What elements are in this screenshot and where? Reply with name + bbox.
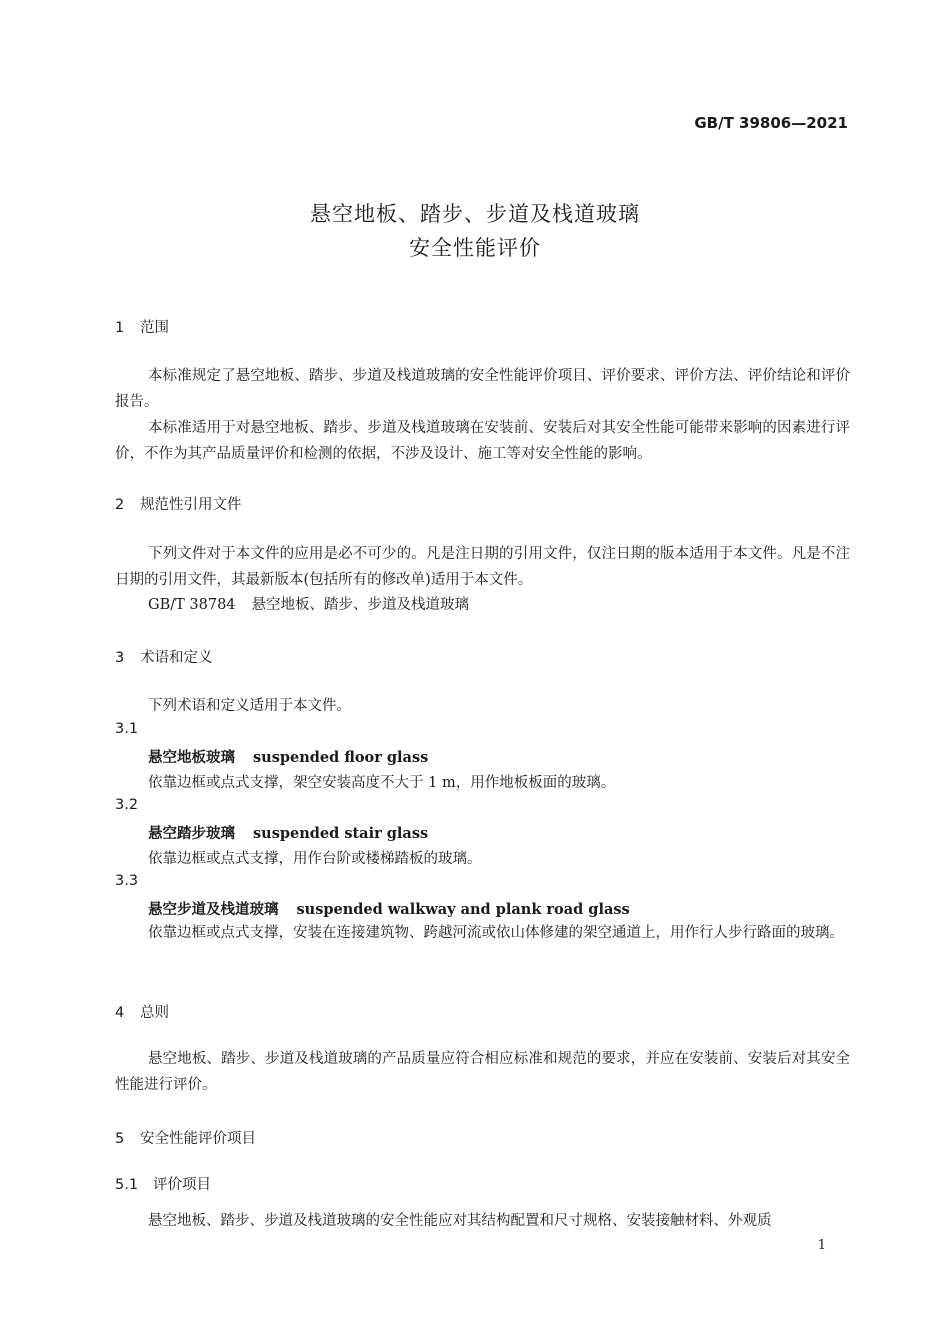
section-number: 5: [115, 1131, 125, 1147]
document-title-line2: 安全性能评价: [409, 236, 541, 260]
term-name: [148, 822, 428, 843]
subsection-5-1-heading: [115, 1173, 211, 1194]
term-name-en: suspended stair glass: [253, 825, 429, 842]
section-5-heading: [115, 1127, 256, 1148]
term-definition: 依靠边框或点式支撑，安装在连接建筑物、跨越河流或依山体修建的架空通道上，用作行人步行路面的玻璃。: [148, 925, 844, 941]
section-1-paragraph-2: 本标准适用于对悬空地板、踏步、步道及栈道玻璃在安装前、安装后对其安全性能可能带来影响的因素进行评价，不作为其产品质量评价和检测的依据，不涉及设计、施工等对安全性能的影响。: [115, 420, 850, 462]
document-title-line1: 悬空地板、踏步、步道及栈道玻璃: [310, 202, 640, 226]
term-number: 3.1: [115, 721, 139, 737]
term-name-zh: 悬空地板玻璃: [148, 750, 235, 766]
section-1-paragraph-1: 本标准规定了悬空地板、踏步、步道及栈道玻璃的安全性能评价项目、评价要求、评价方法、评价结论和评价报告。: [115, 368, 850, 410]
section-4-paragraph-1: 悬空地板、踏步、步道及栈道玻璃的产品质量应符合相应标准和规范的要求，并应在安装前、安装后对其安全性能进行评价。: [115, 1051, 850, 1093]
section-title: 总则: [140, 1005, 169, 1021]
section-title: 安全性能评价项目: [140, 1131, 256, 1147]
subsection-5-1-paragraph: 悬空地板、踏步、步道及栈道玻璃的安全性能应对其结构配置和尺寸规格、安装接触材料、外观质: [148, 1213, 772, 1229]
section-title: 术语和定义: [140, 650, 213, 666]
page-number: 1: [817, 1238, 826, 1253]
term-definition: 依靠边框或点式支撑，用作台阶或楼梯踏板的玻璃。: [148, 851, 482, 867]
section-title: 范围: [140, 320, 169, 336]
standard-number: GB/T 39806—2021: [694, 114, 848, 132]
section-number: 1: [115, 320, 125, 336]
section-number: 4: [115, 1005, 125, 1021]
term-number: 3.2: [115, 797, 139, 813]
term-name-zh: 悬空踏步玻璃: [148, 826, 235, 842]
section-1-heading: [115, 316, 169, 337]
section-title: 规范性引用文件: [140, 497, 242, 513]
section-3-heading: [115, 646, 213, 667]
term-name-en: suspended walkway and plank road glass: [296, 901, 630, 918]
term-name-en: suspended floor glass: [253, 749, 429, 766]
section-number: 3: [115, 650, 125, 666]
section-3-intro: 下列术语和定义适用于本文件。: [148, 698, 351, 714]
section-number: 2: [115, 497, 125, 513]
term-number: 3.3: [115, 873, 139, 889]
section-2-heading: [115, 493, 242, 514]
reference-code: GB/T 38784: [148, 597, 236, 613]
subsection-title: 评价项目: [153, 1177, 211, 1193]
term-name: [148, 746, 428, 767]
term-name: [148, 898, 630, 919]
term-definition: 依靠边框或点式支撑，架空安装高度不大于 1 m，用作地板板面的玻璃。: [148, 775, 616, 791]
subsection-number: 5.1: [115, 1177, 139, 1193]
normative-reference: [148, 593, 469, 614]
section-2-paragraph-1: 下列文件对于本文件的应用是必不可少的。凡是注日期的引用文件，仅注日期的版本适用于本文件。凡是不注日期的引用文件，其最新版本(包括所有的修改单)适用于本文件。: [115, 546, 850, 588]
section-4-heading: [115, 1001, 169, 1022]
term-name-zh: 悬空步道及栈道玻璃: [148, 902, 279, 918]
reference-title: 悬空地板、踏步、步道及栈道玻璃: [251, 597, 470, 613]
